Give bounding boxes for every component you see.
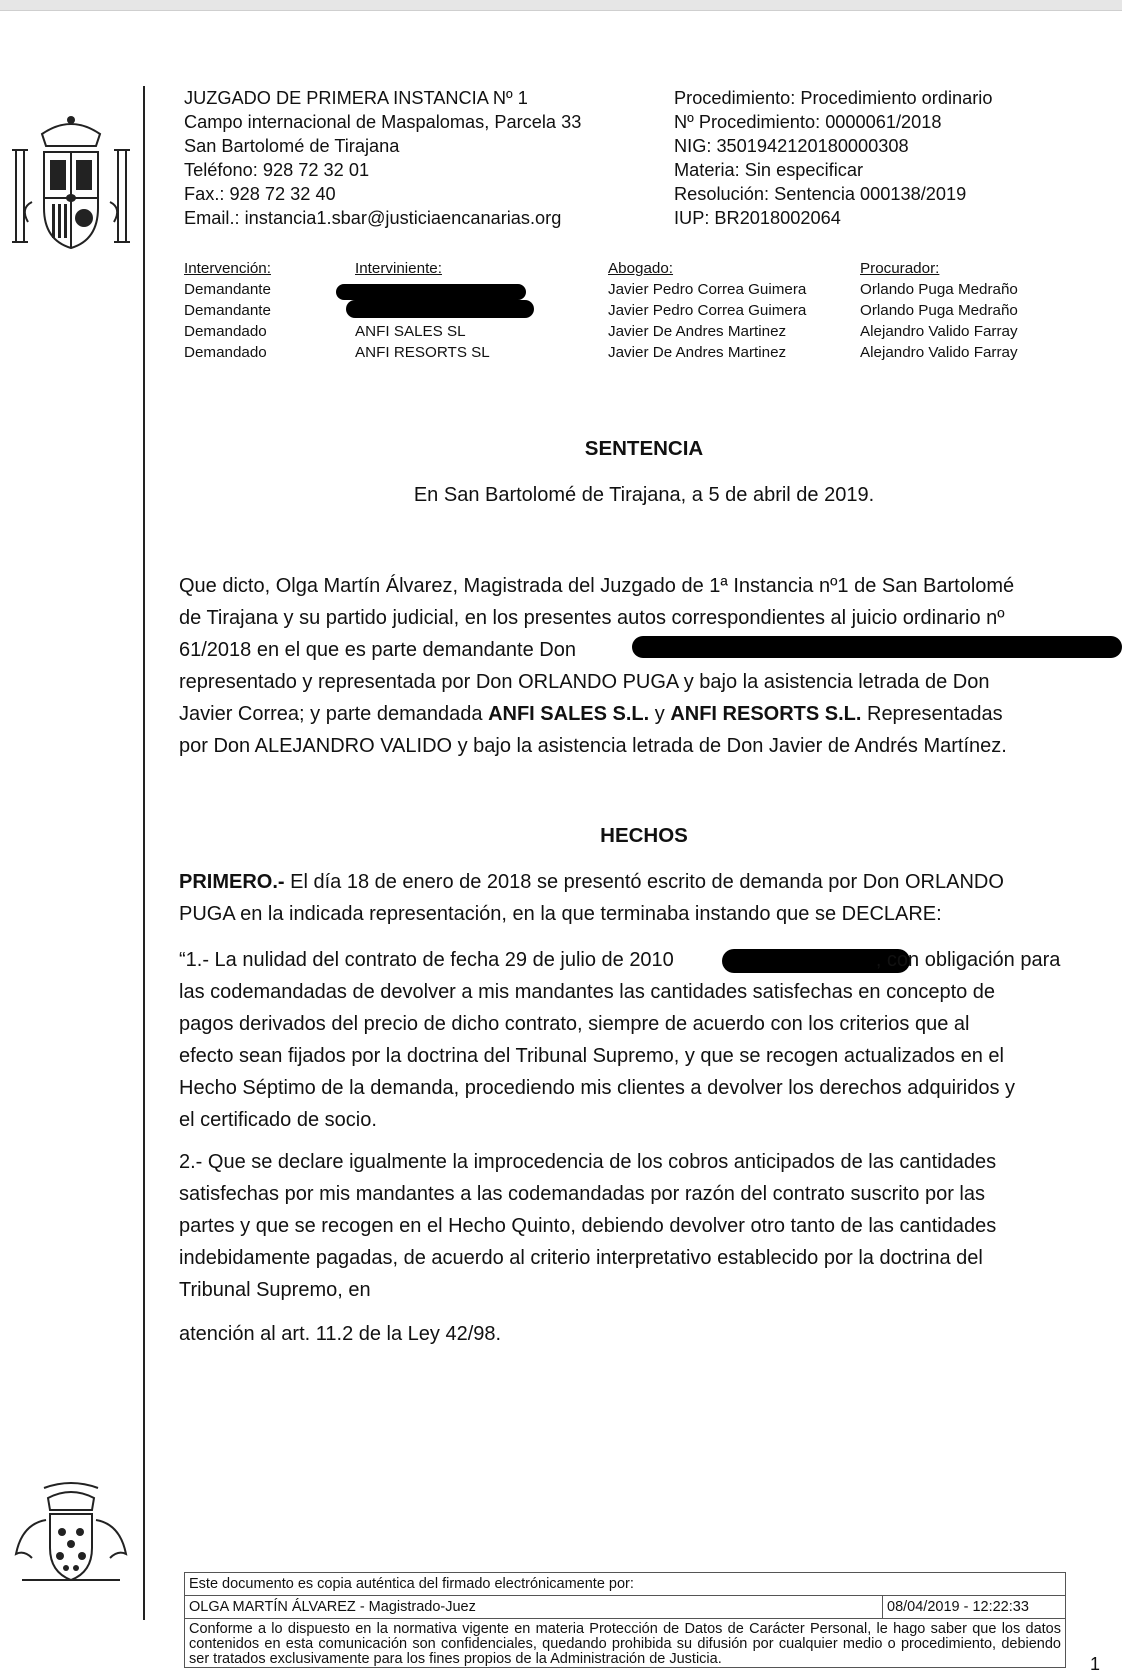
court-header <box>184 86 654 230</box>
text-line: de Tirajana y su partido judicial, en los presentes autos correspondientes al juicio ordinario nº <box>179 607 1005 629</box>
cell-solicitor: Orlando Puga Medraño <box>860 302 1018 319</box>
text-run: Representadas <box>861 703 1003 725</box>
table-row <box>184 279 1064 300</box>
date-line: En San Bartolomé de Tirajana, a 5 de abril de 2019. <box>413 484 875 506</box>
cell-role: Demandado <box>184 323 267 340</box>
signer-name: OLGA MARTÍN ÁLVAREZ - Magistrado-Juez <box>189 1599 476 1615</box>
sentencia-title: SENTENCIA <box>584 437 704 460</box>
court-fax: Fax.: 928 72 32 40 <box>184 184 336 204</box>
petition-1-paragraph <box>179 944 1105 1136</box>
procedure-number: Nº Procedimiento: 0000061/2018 <box>674 112 942 132</box>
text-line: PUGA en la indicada representación, en la que terminaba instando que se DECLARE: <box>179 903 942 925</box>
cell-lawyer: Javier Pedro Correa Guimera <box>608 281 807 298</box>
cell-role: Demandado <box>184 344 267 361</box>
cell-party: ANFI RESORTS SL <box>355 344 490 361</box>
resolution: Resolución: Sentencia 000138/2019 <box>674 184 967 204</box>
canarias-coat-of-arms-icon <box>2 1480 140 1592</box>
defendant-1: ANFI SALES S.L. <box>488 703 650 725</box>
procedure-header <box>674 86 1094 230</box>
copy-notice: Este documento es copia auténtica del firmado electrónicamente por: <box>185 1573 1065 1596</box>
court-phone: Teléfono: 928 72 32 01 <box>184 160 370 180</box>
text-run: , con obligación para <box>875 949 1061 971</box>
page-number: 1 <box>1090 1654 1101 1674</box>
text-line: 61/2018 en el que es parte demandante Don <box>179 639 576 661</box>
court-email: Email.: instancia1.sbar@justiciaencanarias.org <box>184 208 562 228</box>
text-line: las codemandadas de devolver a mis mandantes las cantidades satisfechas en concepto de <box>179 981 996 1003</box>
hechos-title: HECHOS <box>600 824 688 847</box>
cell-role: Demandante <box>184 281 271 298</box>
cell-role: Demandante <box>184 302 271 319</box>
text-run: Javier Correa; y parte demandada <box>179 703 489 725</box>
col-abogado: Abogado: <box>608 260 674 277</box>
text-run: “1.- La nulidad del contrato de fecha 29 de julio de 2010 <box>179 949 674 971</box>
text-line: indebidamente pagadas, de acuerdo al criterio interpretativo establecido por la doctrina del <box>179 1247 983 1269</box>
petition-2-paragraph <box>179 1146 1105 1306</box>
cell-lawyer: Javier Pedro Correa Guimera <box>608 302 807 319</box>
text-run: El día 18 de enero de 2018 se presentó escrito de demanda por Don ORLANDO <box>284 871 1004 893</box>
text-line <box>179 944 1105 976</box>
text-line: 2.- Que se declare igualmente la improcedencia de los cobros anticipados de las cantidades <box>179 1151 997 1173</box>
text-line: satisfechas por mis mandantes a las codemandadas por razón del contrato suscrito por las <box>179 1183 985 1205</box>
table-row <box>184 300 1064 321</box>
text-line: Hecho Séptimo de la demanda, procediendo mis clientes a devolver los derechos adquiridos y <box>179 1077 1016 1099</box>
petition-2-continuation <box>179 1318 1105 1350</box>
col-interviniente: Interviniente: <box>355 260 442 277</box>
spain-coat-of-arms-icon <box>2 112 140 262</box>
parties-header-row <box>184 258 1064 279</box>
parties-table <box>184 258 1064 363</box>
court-city: San Bartolomé de Tirajana <box>184 136 400 156</box>
court-name: JUZGADO DE PRIMERA INSTANCIA Nº 1 <box>184 88 528 108</box>
text-line: representado y representada por Don ORLANDO PUGA y bajo la asistencia letrada de Don <box>179 671 990 693</box>
intro-paragraph <box>179 570 1105 762</box>
table-row <box>184 342 1064 363</box>
signer-row <box>185 1596 1065 1619</box>
cell-solicitor: Alejandro Valido Farray <box>860 344 1018 361</box>
redaction-mark <box>336 284 526 300</box>
cell-solicitor: Alejandro Valido Farray <box>860 323 1018 340</box>
col-procurador: Procurador: <box>860 260 940 277</box>
procedure-type: Procedimiento: Procedimiento ordinario <box>674 88 993 108</box>
cell-solicitor: Orlando Puga Medraño <box>860 281 1018 298</box>
margin-rule <box>143 86 145 1620</box>
text-line: atención al art. 11.2 de la Ley 42/98. <box>179 1323 502 1345</box>
table-row <box>184 321 1064 342</box>
court-address: Campo internacional de Maspalomas, Parcela 33 <box>184 112 582 132</box>
viewer-top-bar <box>0 0 1122 11</box>
signature-date: 08/04/2019 - 12:22:33 <box>882 1596 1065 1618</box>
text-line: Que dicto, Olga Martín Álvarez, Magistrada del Juzgado de 1ª Instancia nº1 de San Bartolomé <box>179 575 1015 597</box>
text-line <box>179 866 1105 898</box>
iup: IUP: BR2018002064 <box>674 208 841 228</box>
primero-paragraph <box>179 866 1105 930</box>
text-line: pagos derivados del precio de dicho contrato, siempre de acuerdo con los criterios que al <box>179 1013 970 1035</box>
text-line: por Don ALEJANDRO VALIDO y bajo la asistencia letrada de Don Javier de Andrés Martínez. <box>179 735 1007 757</box>
primero-label: PRIMERO.- <box>179 871 285 893</box>
col-intervencion: Intervención: <box>184 260 271 277</box>
text-line: partes y que se recogen en el Hecho Quinto, debiendo devolver otro tanto de las cantidades <box>179 1215 997 1237</box>
data-protection-notice: Conforme a lo dispuesto en la normativa vigente en materia Protección de Datos de Carácter Personal, le hago saber que los datos contenidos en esta comunicación son confidenciales, quedando prohibida su difusión por cualquier medio o procedimiento, debiendo ser tratados exclusivamente para los fines propios de la Administración de Justicia. <box>189 1621 1061 1667</box>
text-line: efecto sean fijados por la doctrina del Tribunal Supremo, y que se recogen actualizados en el <box>179 1045 1004 1067</box>
defendant-2: ANFI RESORTS S.L. <box>670 703 862 725</box>
text-line: el certificado de socio. <box>179 1109 377 1131</box>
cell-party: ANFI SALES SL <box>355 323 466 340</box>
text-run: y <box>649 703 671 725</box>
nig: NIG: 3501942120180000308 <box>674 136 909 156</box>
text-line: Tribunal Supremo, en <box>179 1279 371 1301</box>
subject: Materia: Sin especificar <box>674 160 864 180</box>
signature-box <box>184 1572 1066 1668</box>
text-line <box>179 698 1105 730</box>
redaction-mark <box>346 300 534 318</box>
cell-lawyer: Javier De Andres Martinez <box>608 323 787 340</box>
cell-lawyer: Javier De Andres Martinez <box>608 344 787 361</box>
